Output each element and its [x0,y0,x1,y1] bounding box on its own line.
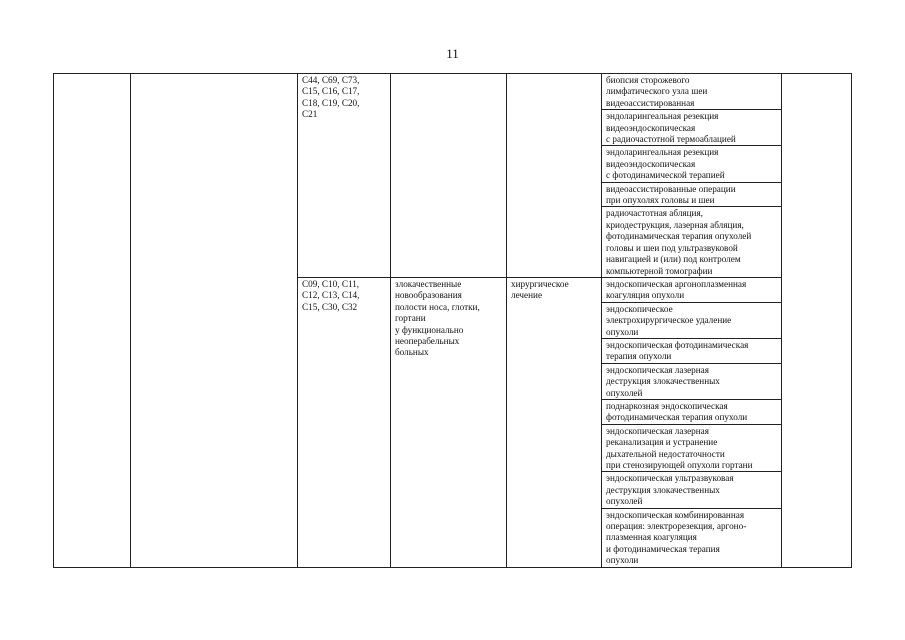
operation-line: эндоларингеальная резекция [606,147,719,158]
operation-line: плазменная коагуляция [606,532,697,543]
cell-line: новообразования [395,290,462,301]
operation-line: навигацией и (или) под контролем [606,254,741,265]
operation-line: радиочастотная абляция, [606,208,703,219]
operation-line: опухоли [606,326,639,337]
cell-line: лечение [511,290,543,301]
operation-line: операция: электрорезекция, аргоно- [606,521,747,532]
operation-line: эндоскопическая комбинированная [606,509,745,520]
operation-line: видеоэндоскопическая [606,122,696,133]
operation-line: фотодинамическая терапия опухоли [606,412,748,423]
operation-item [602,472,781,508]
operation-line: фотодинамическая терапия опухолей [606,231,752,242]
operation-line: деструкция злокачественных [606,376,720,387]
cell-line: больных [395,347,429,358]
operation-item [602,183,781,208]
operation-line: эндоскопическая аргоноплазменная [606,278,747,289]
operation-line: эндоскопическая фотодинамическая [606,339,749,350]
operation-line: лимфатического узла шеи [606,86,708,97]
cell-line: C21 [302,109,318,120]
cell-group [131,74,298,568]
cell-treatment [507,74,602,278]
operation-item [602,509,781,567]
cell-line: C18, C19, C20, [302,97,360,108]
cell-line: хирургическое [511,278,569,289]
cell-line: C15, C30, C32 [302,301,358,312]
operation-line: при стенозирующей опухоли гортани [606,460,753,470]
operation-line: эндоларингеальная резекция [606,111,719,122]
operation-item [602,146,781,182]
operation-line: видеоассистированная [606,97,695,108]
cell-line: полости носа, глотки, [395,301,480,312]
cell-codes [298,74,391,278]
cell-diagnosis [391,74,507,278]
operation-line: поднаркозная эндоскопическая [606,400,728,411]
operation-line: эндоскопическая ультразвуковая [606,473,734,484]
operation-item [602,278,781,303]
operation-item [602,400,781,425]
cell-treatment [507,277,602,567]
operation-line: эндоскопическая лазерная [606,364,709,375]
operation-item [602,339,781,364]
cell-line: гортани [395,313,426,324]
operation-line: при опухолях головы и шеи [606,195,715,206]
cell-diagnosis [391,277,507,567]
cell-line: C44, C69, C73, [302,75,360,85]
operation-line: деструкция злокачественных [606,484,720,495]
operation-line: опухолей [606,387,643,398]
operation-item [602,303,781,339]
cell-line: у функционально [395,324,464,335]
document-table [53,73,852,568]
operation-line: опухолей [606,496,643,507]
operation-line: с фотодинамической терапией [606,170,725,181]
operation-line: реканализация и устранение [606,437,718,448]
cell-line: C12, C13, C14, [302,290,360,301]
cell-norm [782,74,852,568]
operation-line: опухоли [606,555,639,566]
operation-line: и фотодинамическая терапия [606,543,720,554]
cell-operations [602,277,782,567]
operation-line: биопсия сторожевого [606,75,690,85]
operation-item [602,110,781,146]
cell-codes [298,277,391,567]
operation-line: дыхательной недостаточности [606,448,725,459]
cell-line: C09, C10, C11, [302,278,360,289]
operation-item [602,425,781,473]
table-body [54,74,852,568]
cell-operations [602,74,782,278]
operation-line: видеоэндоскопическая [606,158,696,169]
page-number: 11 [446,46,459,61]
table-row [54,74,852,278]
cell-line: злокачественные [395,278,462,289]
cell-number [54,74,131,568]
operation-line: криодеструкция, лазерная абляция, [606,219,744,230]
operation-line: электрохирургическое удаление [606,315,732,326]
operation-line: эндоскопическая лазерная [606,425,709,436]
operation-item [602,364,781,400]
operation-line: терапия опухоли [606,351,672,362]
operation-line: с радиочастотной термоаблацией [606,134,736,145]
operation-line: компьютерной томографии [606,265,713,276]
operation-line: коагуляция опухоли [606,290,685,301]
cell-line: C15, C16, C17, [302,86,360,97]
operation-line: видеоассистированные операции [606,183,736,194]
operation-item [602,207,781,276]
operation-line: эндоскопическое [606,303,673,314]
operation-item [602,74,781,110]
operation-line: головы и шеи под ультразвуковой [606,242,738,253]
cell-line: неоперабельных [395,335,460,346]
